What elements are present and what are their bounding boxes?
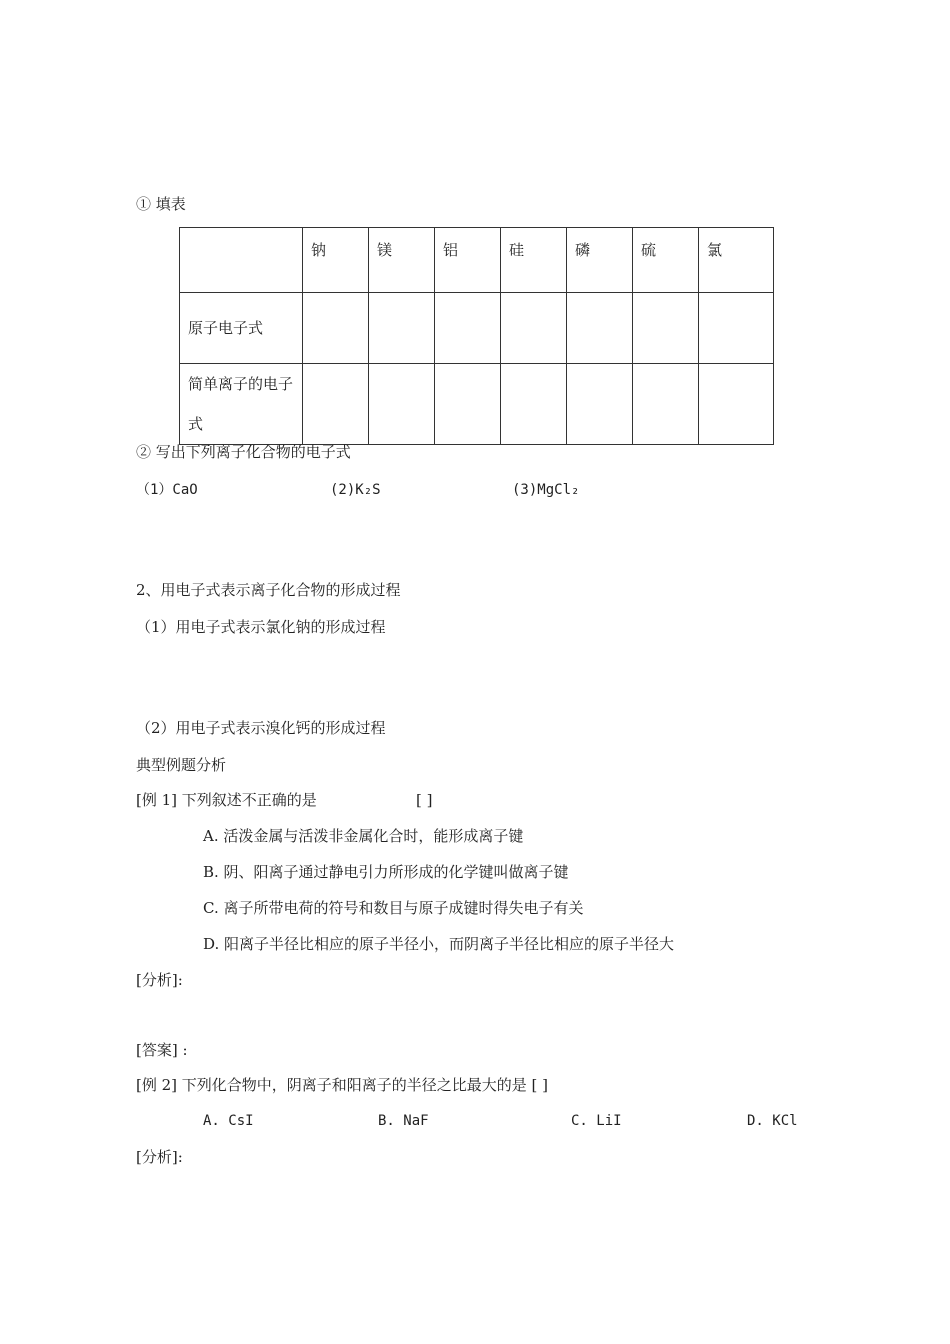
example1-option-c: C. 离子所带电荷的符号和数目与原子成键时得失电子有关 (203, 899, 584, 917)
row-label-ionic: 简单离子的电子式 (180, 364, 303, 445)
examples-heading: 典型例题分析 (136, 756, 227, 774)
electron-formula-table (179, 227, 774, 445)
header-chlorine: 氯 (699, 228, 774, 293)
table-cell (501, 293, 567, 364)
table-cell (303, 364, 369, 445)
example1-analysis: [分析]: (136, 971, 183, 989)
table-cell (435, 364, 501, 445)
item-k2s: (2)K₂S (330, 482, 381, 498)
section2-title: ② 写出下列离子化合物的电子式 (136, 443, 351, 461)
table-cell (699, 364, 774, 445)
example1-option-a: A. 活泼金属与活泼非金属化合时，能形成离子键 (203, 827, 524, 845)
example2-option-d: D. KCl (747, 1113, 798, 1129)
example1-question: [例 1] 下列叙述不正确的是 (136, 791, 317, 809)
table-cell (435, 293, 501, 364)
example2-option-c: C. LiI (571, 1113, 622, 1129)
table-cell (501, 364, 567, 445)
section3-sub2: （2）用电子式表示溴化钙的形成过程 (136, 719, 386, 737)
table-cell (567, 293, 633, 364)
example1-bracket: [ ] (416, 791, 433, 809)
table-cell (567, 364, 633, 445)
example2-option-b: B. NaF (378, 1113, 429, 1129)
header-phosphorus: 磷 (567, 228, 633, 293)
section3-sub1: （1）用电子式表示氯化钠的形成过程 (136, 618, 386, 636)
header-sodium: 钠 (303, 228, 369, 293)
header-magnesium: 镁 (369, 228, 435, 293)
section3-title: 2、用电子式表示离子化合物的形成过程 (136, 581, 401, 599)
table-corner-cell (180, 228, 303, 293)
item-mgcl2: (3)MgCl₂ (512, 482, 580, 498)
table-cell (699, 293, 774, 364)
example1-option-d: D. 阳离子半径比相应的原子半径小，而阴离子半径比相应的原子半径大 (203, 935, 675, 953)
table-header-row (180, 228, 774, 293)
header-aluminum: 铝 (435, 228, 501, 293)
table-cell (303, 293, 369, 364)
header-silicon: 硅 (501, 228, 567, 293)
table-cell (369, 293, 435, 364)
header-sulfur: 硫 (633, 228, 699, 293)
example2-option-a: A. CsI (203, 1113, 254, 1129)
example1-option-b: B. 阴、阳离子通过静电引力所形成的化学键叫做离子键 (203, 863, 569, 881)
row-label-atomic: 原子电子式 (180, 293, 303, 364)
example2-analysis: [分析]: (136, 1148, 183, 1166)
table-cell (633, 293, 699, 364)
table-cell (369, 364, 435, 445)
fill-table-title: ① 填表 (136, 195, 186, 213)
table-row (180, 293, 774, 364)
item-cao: （1）CaO (136, 482, 198, 498)
example1-answer: [答案] : (136, 1041, 188, 1059)
table-cell (633, 364, 699, 445)
example2-question: [例 2] 下列化合物中，阴离子和阳离子的半径之比最大的是 [ ] (136, 1076, 549, 1094)
table-row (180, 364, 774, 445)
